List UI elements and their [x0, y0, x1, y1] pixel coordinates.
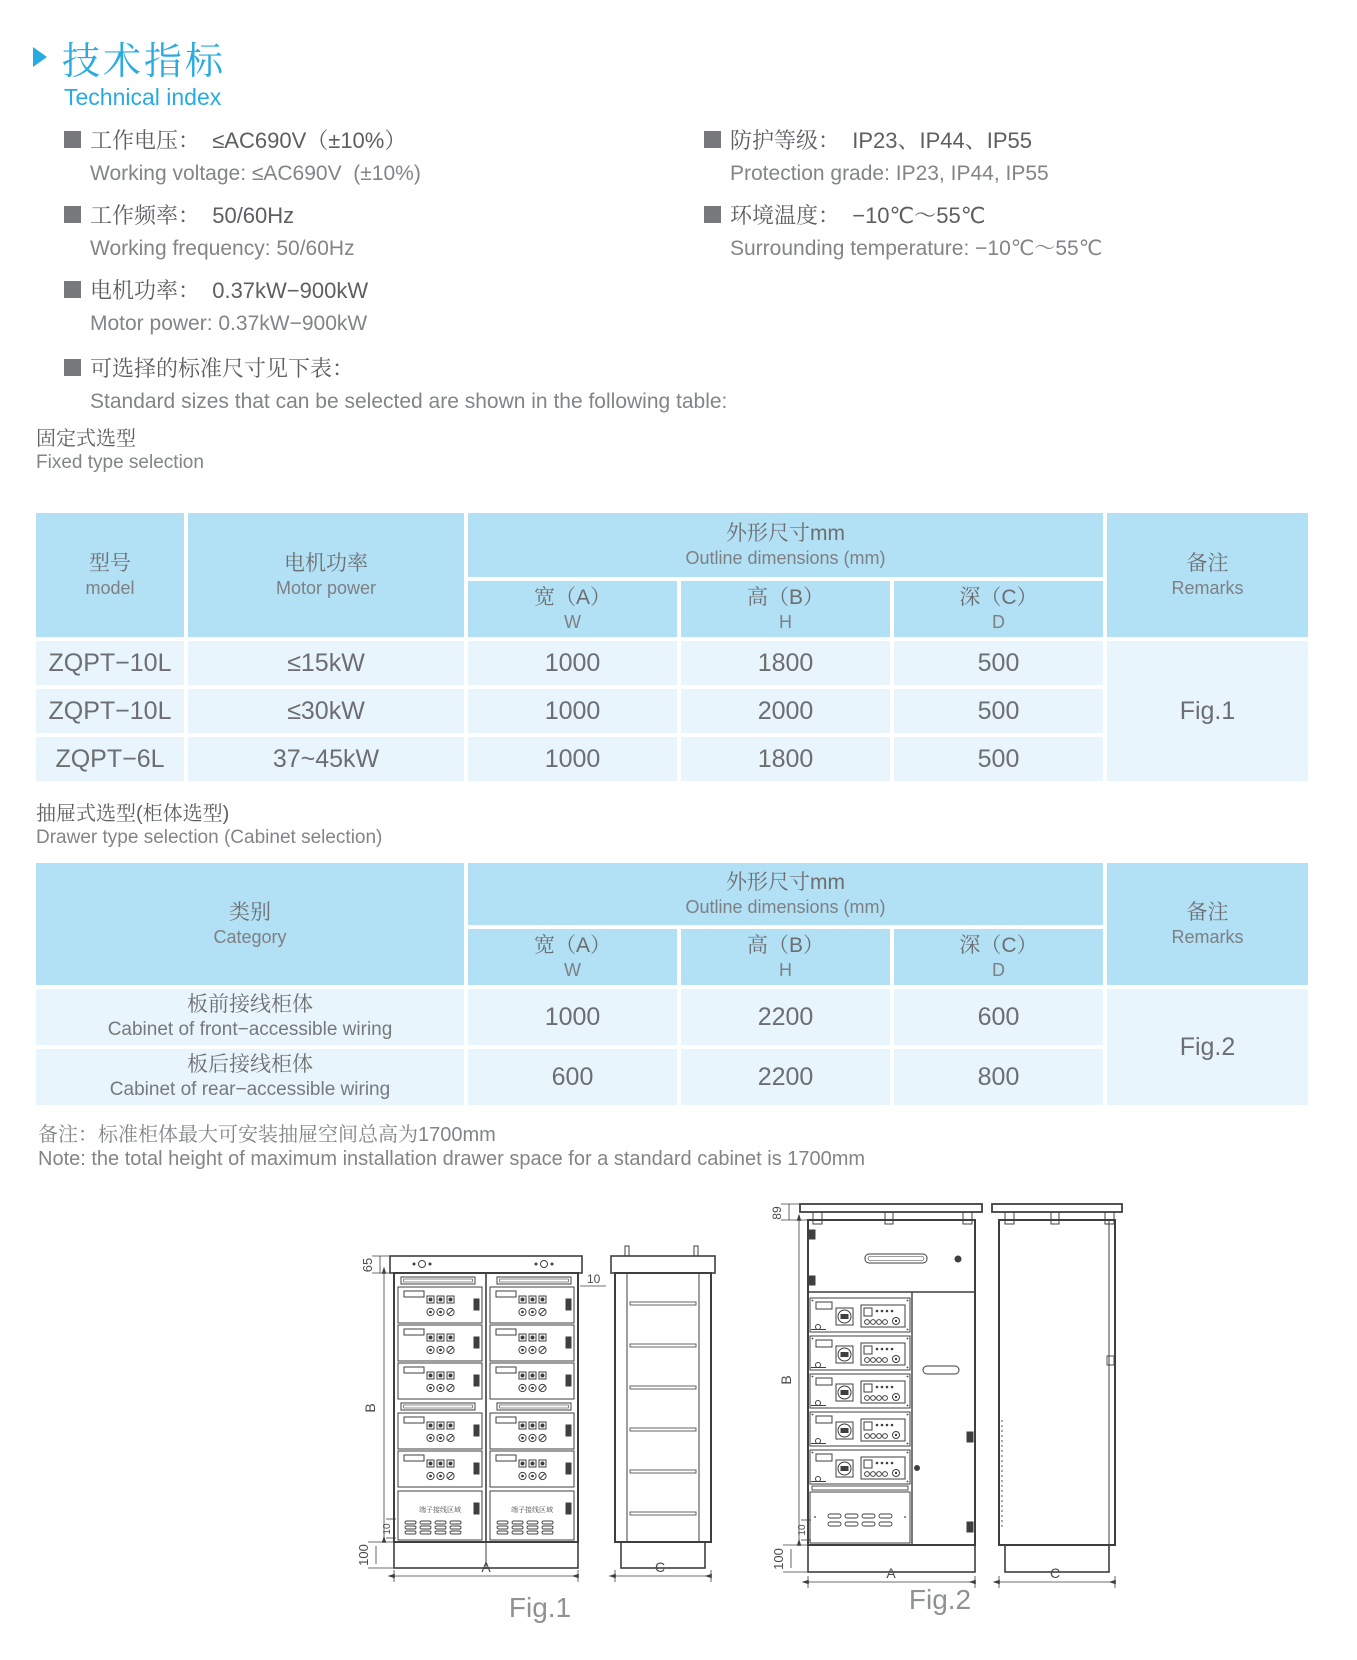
fig1-caption: Fig.1	[508, 1592, 572, 1623]
header-en: Motor power	[275, 578, 377, 598]
header-en: model	[85, 578, 135, 598]
spec-en-text: Surrounding temperature: −10℃～55℃	[730, 237, 1103, 260]
fig1-dim-10-bottom: 10	[382, 1523, 393, 1535]
header-en: Category	[213, 927, 287, 947]
spec-cn-text: 电机功率： 0.37kW−900kW	[90, 277, 369, 303]
header-en: Remarks	[1171, 578, 1244, 598]
header-cn: 型号	[89, 552, 131, 575]
spec-en-text: Protection grade: IP23, IP44, IP55	[730, 162, 1049, 185]
table-cell-height: 1800	[681, 641, 890, 685]
spec-en-text: Working voltage: ≤AC690V (±10%)	[90, 162, 421, 185]
col-header-depth	[894, 581, 1103, 637]
table-cell-power: ≤15kW	[188, 641, 464, 685]
note-en: Note: the total height of maximum installation drawer space for a standard cabinet is 1700mm	[38, 1148, 866, 1170]
spec-cn-text: 可选择的标准尺寸见下表：	[90, 355, 355, 381]
category-cn: 板前接线柜体	[187, 993, 313, 1016]
bullet-square-icon	[64, 281, 81, 298]
col-header-outline-dimensions	[468, 863, 1103, 925]
col-header-remarks	[1107, 513, 1308, 637]
header-cn: 深（C）	[959, 934, 1038, 957]
spec-item-motor-power	[64, 276, 704, 336]
spec-en-text: Standard sizes that can be selected are shown in the following table:	[90, 390, 728, 413]
header-en: W	[564, 960, 581, 980]
table-cell-category	[36, 1049, 464, 1105]
fig1-dim-A: A	[481, 1559, 491, 1575]
page-subtitle: Technical index	[64, 84, 222, 110]
header-en: Outline dimensions (mm)	[685, 548, 886, 568]
spec-item-working-frequency	[64, 201, 704, 261]
bullet-square-icon	[704, 206, 721, 223]
table-cell-width: 600	[468, 1049, 677, 1105]
spec-en-text: Working frequency: 50/60Hz	[90, 237, 355, 260]
category-en: Cabinet of front−accessible wiring	[107, 1019, 393, 1040]
spec-item-working-voltage	[64, 126, 704, 186]
header-cn: 类别	[229, 901, 271, 924]
col-header-motor-power	[188, 513, 464, 637]
table-cell-depth: 800	[894, 1049, 1103, 1105]
table2-title-cn: 抽屉式选型(柜体选型)	[36, 803, 230, 825]
table1-title-cn: 固定式选型	[36, 428, 136, 450]
section-arrow-icon	[33, 47, 47, 67]
header-cn: 高（B）	[746, 586, 824, 609]
fig2-dim-A: A	[886, 1565, 896, 1581]
bullet-square-icon	[64, 206, 81, 223]
table-cell-model: ZQPT−6L	[36, 737, 184, 781]
col-header-height	[681, 581, 890, 637]
category-cn: 板后接线柜体	[187, 1053, 313, 1076]
fig2-dim-10: 10	[797, 1524, 808, 1536]
fig2-dim-C: C	[1049, 1565, 1061, 1581]
spec-item-protection-grade	[704, 126, 1344, 186]
header-en: Outline dimensions (mm)	[685, 897, 886, 917]
header-cn: 备注	[1186, 552, 1229, 575]
fig1-dim-100: 100	[356, 1544, 371, 1566]
spec-item-standard-sizes	[64, 354, 728, 414]
spec-item-surrounding-temperature	[704, 201, 1344, 261]
table2-title-en: Drawer type selection (Cabinet selection)	[36, 827, 383, 848]
spec-list-right	[704, 126, 1344, 276]
fig1-dim-65: 65	[360, 1257, 375, 1273]
spec-list-left	[64, 126, 728, 429]
table1-title-en: Fixed type selection	[36, 452, 204, 473]
col-header-remarks	[1107, 863, 1308, 985]
col-header-depth	[894, 929, 1103, 985]
header-cn: 外形尺寸mm	[726, 871, 845, 894]
col-header-outline-dimensions	[468, 513, 1103, 577]
page-title: 技术指标	[62, 41, 227, 83]
table-cell-depth: 600	[894, 989, 1103, 1045]
col-header-width	[468, 581, 677, 637]
fig2-caption: Fig.2	[908, 1584, 972, 1615]
fixed-type-table	[36, 513, 1308, 781]
spec-cn-text: 工作频率： 50/60Hz	[90, 202, 295, 228]
table-cell-power: 37~45kW	[188, 737, 464, 781]
spec-en-text: Motor power: 0.37kW−900kW	[90, 312, 368, 335]
fig2-dim-B: B	[778, 1375, 794, 1385]
col-header-category	[36, 863, 464, 985]
table-cell-depth: 500	[894, 737, 1103, 781]
table-cell-category	[36, 989, 464, 1045]
table-cell-depth: 500	[894, 641, 1103, 685]
table-cell-height: 1800	[681, 737, 890, 781]
fig1-dim-C: C	[654, 1559, 666, 1575]
header-en: H	[779, 612, 792, 632]
header-cn: 电机功率	[284, 552, 368, 575]
header-en: D	[992, 960, 1005, 980]
bullet-square-icon	[704, 131, 721, 148]
table-cell-height: 2200	[681, 989, 890, 1045]
table-cell-remark: Fig.1	[1107, 641, 1308, 781]
table-cell-depth: 500	[894, 689, 1103, 733]
header-cn: 宽（A）	[533, 934, 611, 957]
bullet-square-icon	[64, 131, 81, 148]
spec-cn-text: 防护等级： IP23、IP44、IP55	[730, 127, 1032, 153]
header-en: W	[564, 612, 581, 632]
col-header-width	[468, 929, 677, 985]
header-en: D	[992, 612, 1005, 632]
header-cn: 深（C）	[959, 586, 1038, 609]
fig1-dim-10-top: 10	[587, 1272, 601, 1286]
table-cell-width: 1000	[468, 737, 677, 781]
table-cell-model: ZQPT−10L	[36, 689, 184, 733]
header-cn: 备注	[1186, 901, 1229, 924]
note-cn: 备注：标准柜体最大可安装抽屉空间总高为1700mm	[38, 1124, 496, 1146]
category-en: Cabinet of rear−accessible wiring	[109, 1079, 391, 1100]
terminal-area-label: 端子接线区域	[419, 1507, 461, 1514]
fig1-cabinet-drawing	[330, 1240, 730, 1585]
terminal-area-label: 端子接线区域	[511, 1507, 553, 1514]
col-header-height	[681, 929, 890, 985]
table-cell-power: ≤30kW	[188, 689, 464, 733]
fig2-dim-100: 100	[771, 1548, 786, 1570]
header-cn: 外形尺寸mm	[726, 522, 845, 545]
spec-cn-text: 工作电压： ≤AC690V（±10%）	[90, 127, 407, 153]
bullet-square-icon	[64, 359, 81, 376]
spec-cn-text: 环境温度： −10℃～55℃	[730, 202, 986, 228]
table-cell-width: 1000	[468, 989, 677, 1045]
table-cell-remark: Fig.2	[1107, 989, 1308, 1105]
table-cell-height: 2200	[681, 1049, 890, 1105]
drawer-type-table	[36, 863, 1308, 1105]
header-en: H	[779, 960, 792, 980]
table-cell-width: 1000	[468, 641, 677, 685]
header-cn: 宽（A）	[533, 586, 611, 609]
fig1-dim-B: B	[362, 1403, 378, 1413]
header-en: Remarks	[1171, 927, 1244, 947]
table-cell-width: 1000	[468, 689, 677, 733]
col-header-model	[36, 513, 184, 637]
fig2-cabinet-drawing	[715, 1190, 1135, 1592]
table-cell-model: ZQPT−10L	[36, 641, 184, 685]
fig2-dim-89: 89	[770, 1206, 784, 1220]
header-cn: 高（B）	[746, 934, 824, 957]
table-cell-height: 2000	[681, 689, 890, 733]
